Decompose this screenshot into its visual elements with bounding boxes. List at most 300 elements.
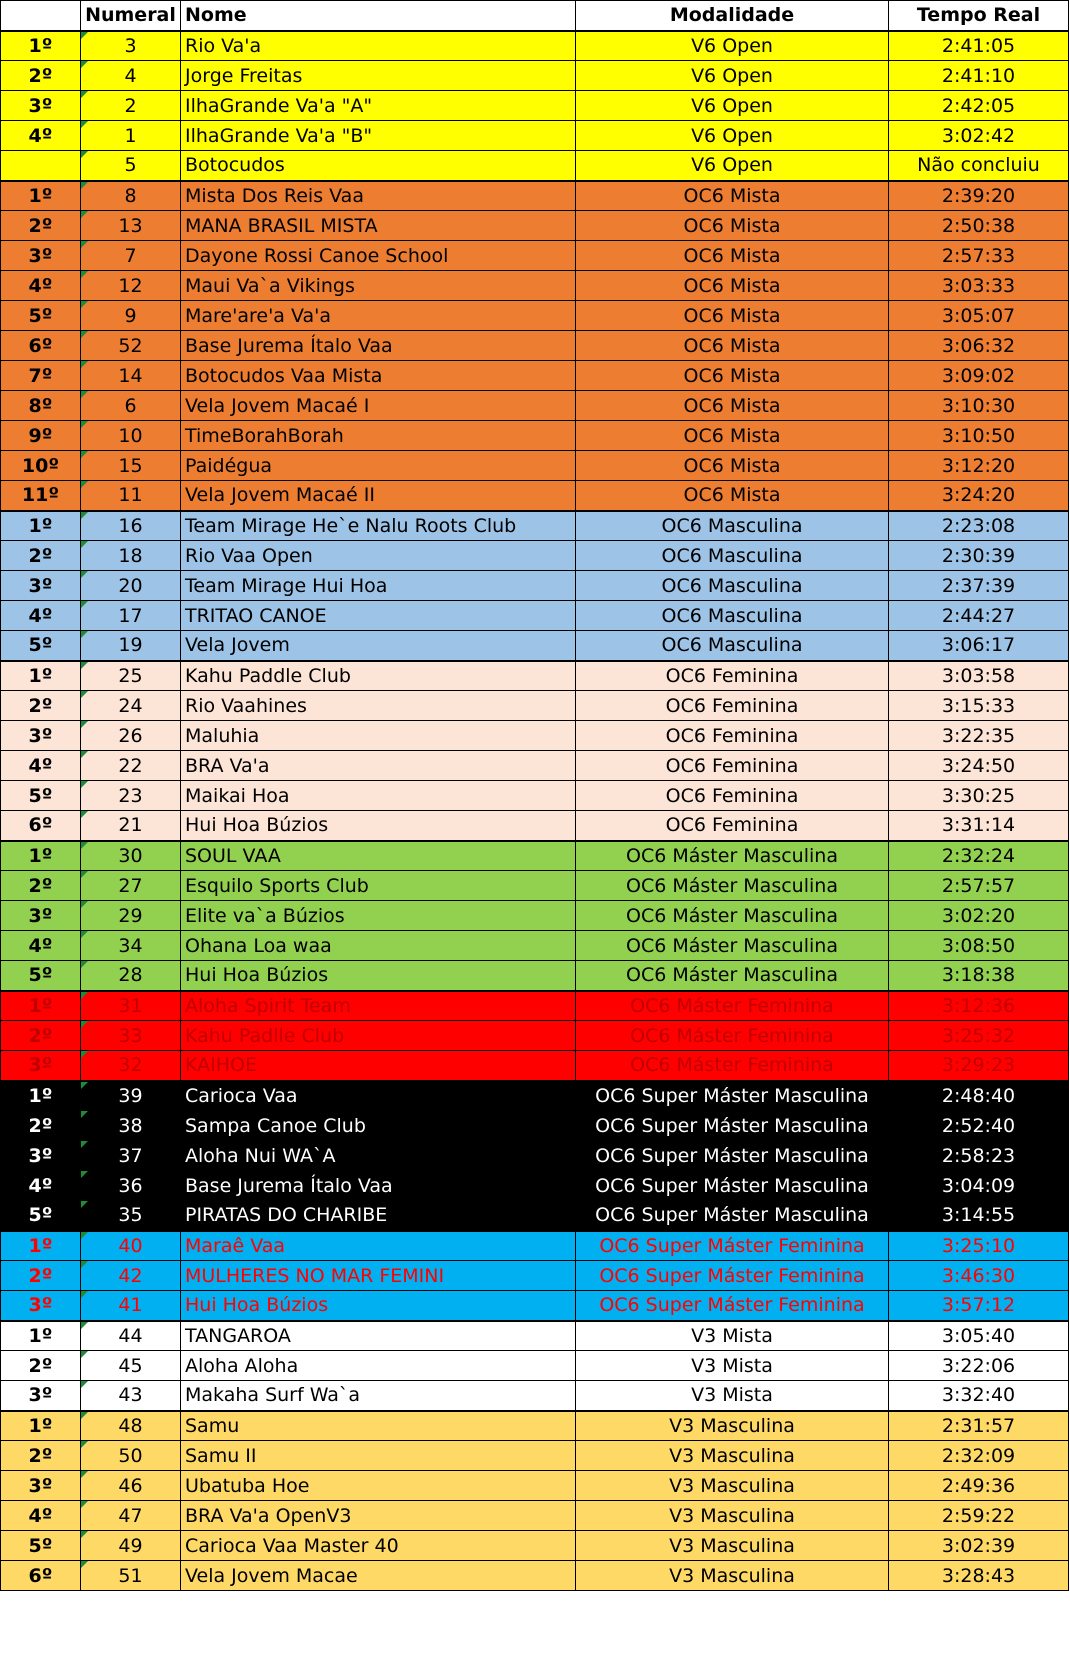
numeral-cell: 25 [81, 661, 181, 691]
numeral-cell: 15 [81, 451, 181, 481]
tempo-cell: 3:29:23 [889, 1051, 1069, 1081]
team-name-cell: PIRATAS DO CHARIBE [181, 1201, 576, 1231]
modalidade-cell: OC6 Masculina [576, 511, 889, 541]
position-cell: 5º [1, 781, 81, 811]
modalidade-cell: V3 Masculina [576, 1531, 889, 1561]
numeral-cell: 33 [81, 1021, 181, 1051]
tempo-cell: 3:10:30 [889, 391, 1069, 421]
team-name-cell: MANA BRASIL MISTA [181, 211, 576, 241]
numeral-cell: 36 [81, 1171, 181, 1201]
table-row [1, 31, 1069, 61]
position-cell: 2º [1, 1021, 81, 1051]
modalidade-cell: OC6 Máster Feminina [576, 1051, 889, 1081]
tempo-cell: 3:05:07 [889, 301, 1069, 331]
position-cell: 2º [1, 211, 81, 241]
numeral-cell: 28 [81, 961, 181, 991]
numeral-cell: 12 [81, 271, 181, 301]
numeral-cell: 11 [81, 481, 181, 511]
numeral-cell: 39 [81, 1081, 181, 1111]
tempo-cell: 3:05:40 [889, 1321, 1069, 1351]
team-name-cell: TANGAROA [181, 1321, 576, 1351]
table-row [1, 781, 1069, 811]
modalidade-cell: OC6 Super Máster Masculina [576, 1171, 889, 1201]
tempo-cell: 3:03:33 [889, 271, 1069, 301]
modalidade-cell: V3 Mista [576, 1351, 889, 1381]
position-cell: 2º [1, 871, 81, 901]
modalidade-cell: V3 Masculina [576, 1411, 889, 1441]
tempo-cell: 2:41:10 [889, 61, 1069, 91]
tempo-cell: 3:14:55 [889, 1201, 1069, 1231]
modalidade-cell: OC6 Feminina [576, 691, 889, 721]
team-name-cell: Vela Jovem Macaé II [181, 481, 576, 511]
numeral-cell: 17 [81, 601, 181, 631]
numeral-cell: 5 [81, 151, 181, 181]
table-row [1, 1141, 1069, 1171]
numeral-cell: 30 [81, 841, 181, 871]
team-name-cell: SOUL VAA [181, 841, 576, 871]
table-row [1, 331, 1069, 361]
position-cell: 2º [1, 1261, 81, 1291]
table-row [1, 541, 1069, 571]
numeral-cell: 1 [81, 121, 181, 151]
team-name-cell: Team Mirage Hui Hoa [181, 571, 576, 601]
table-row [1, 931, 1069, 961]
numeral-cell: 27 [81, 871, 181, 901]
team-name-cell: Mista Dos Reis Vaa [181, 181, 576, 211]
numeral-cell: 50 [81, 1441, 181, 1471]
numeral-cell: 9 [81, 301, 181, 331]
tempo-cell: 3:25:32 [889, 1021, 1069, 1051]
numeral-cell: 37 [81, 1141, 181, 1171]
modalidade-cell: V6 Open [576, 121, 889, 151]
tempo-cell: 2:50:38 [889, 211, 1069, 241]
modalidade-cell: V6 Open [576, 61, 889, 91]
modalidade-cell: OC6 Mista [576, 361, 889, 391]
tempo-cell: 3:09:02 [889, 361, 1069, 391]
tempo-cell: 3:06:17 [889, 631, 1069, 661]
team-name-cell: Base Jurema Ítalo Vaa [181, 1171, 576, 1201]
table-row [1, 901, 1069, 931]
numeral-cell: 48 [81, 1411, 181, 1441]
team-name-cell: Hui Hoa Búzios [181, 961, 576, 991]
team-name-cell: Botocudos Vaa Mista [181, 361, 576, 391]
tempo-cell: 3:03:58 [889, 661, 1069, 691]
tempo-cell: 3:25:10 [889, 1231, 1069, 1261]
team-name-cell: Base Jurema Ítalo Vaa [181, 331, 576, 361]
team-name-cell: Samu II [181, 1441, 576, 1471]
position-cell: 1º [1, 1321, 81, 1351]
modalidade-cell: OC6 Mista [576, 301, 889, 331]
numeral-cell: 32 [81, 1051, 181, 1081]
position-cell: 5º [1, 301, 81, 331]
modalidade-cell: OC6 Super Máster Masculina [576, 1111, 889, 1141]
tempo-cell: 2:32:24 [889, 841, 1069, 871]
modalidade-cell: OC6 Mista [576, 181, 889, 211]
modalidade-cell: OC6 Feminina [576, 781, 889, 811]
team-name-cell: KAIHOE [181, 1051, 576, 1081]
modalidade-cell: OC6 Mista [576, 211, 889, 241]
table-row [1, 241, 1069, 271]
tempo-cell: 3:02:39 [889, 1531, 1069, 1561]
position-cell: 1º [1, 841, 81, 871]
table-row [1, 691, 1069, 721]
table-row [1, 361, 1069, 391]
table-row [1, 601, 1069, 631]
team-name-cell: Hui Hoa Búzios [181, 1291, 576, 1321]
team-name-cell: IlhaGrande Va'a "A" [181, 91, 576, 121]
table-row [1, 1531, 1069, 1561]
position-cell: 1º [1, 661, 81, 691]
table-row [1, 421, 1069, 451]
table-row [1, 811, 1069, 841]
modalidade-cell: OC6 Super Máster Masculina [576, 1081, 889, 1111]
table-row [1, 61, 1069, 91]
tempo-cell: 2:23:08 [889, 511, 1069, 541]
modalidade-cell: OC6 Mista [576, 421, 889, 451]
tempo-cell: 3:57:12 [889, 1291, 1069, 1321]
modalidade-cell: V6 Open [576, 31, 889, 61]
numeral-cell: 7 [81, 241, 181, 271]
modalidade-cell: OC6 Feminina [576, 661, 889, 691]
tempo-cell: 2:42:05 [889, 91, 1069, 121]
tempo-cell: 2:57:57 [889, 871, 1069, 901]
table-row [1, 1261, 1069, 1291]
table-row [1, 391, 1069, 421]
numeral-cell: 46 [81, 1471, 181, 1501]
modalidade-cell: OC6 Super Máster Feminina [576, 1261, 889, 1291]
table-row [1, 751, 1069, 781]
table-row [1, 1441, 1069, 1471]
tempo-cell: 3:18:38 [889, 961, 1069, 991]
modalidade-cell: OC6 Masculina [576, 571, 889, 601]
table-row [1, 1501, 1069, 1531]
team-name-cell: Aloha Spirit Team [181, 991, 576, 1021]
tempo-cell: 3:31:14 [889, 811, 1069, 841]
modalidade-cell: OC6 Masculina [576, 631, 889, 661]
team-name-cell: Rio Va'a [181, 31, 576, 61]
position-cell: 2º [1, 1441, 81, 1471]
tempo-cell: 3:30:25 [889, 781, 1069, 811]
position-cell: 1º [1, 1231, 81, 1261]
numeral-cell: 16 [81, 511, 181, 541]
position-cell: 4º [1, 1171, 81, 1201]
tempo-cell: 2:41:05 [889, 31, 1069, 61]
team-name-cell: TimeBorahBorah [181, 421, 576, 451]
team-name-cell: Maikai Hoa [181, 781, 576, 811]
tempo-cell: 3:02:42 [889, 121, 1069, 151]
team-name-cell: Jorge Freitas [181, 61, 576, 91]
table-row [1, 1051, 1069, 1081]
numeral-cell: 24 [81, 691, 181, 721]
position-cell: 3º [1, 91, 81, 121]
modalidade-cell: OC6 Super Máster Feminina [576, 1231, 889, 1261]
position-cell: 3º [1, 721, 81, 751]
tempo-cell: 2:31:57 [889, 1411, 1069, 1441]
table-row [1, 961, 1069, 991]
team-name-cell: Hui Hoa Búzios [181, 811, 576, 841]
team-name-cell: Maluhia [181, 721, 576, 751]
numeral-cell: 19 [81, 631, 181, 661]
modalidade-cell: OC6 Super Máster Masculina [576, 1141, 889, 1171]
position-cell: 4º [1, 1501, 81, 1531]
table-row [1, 451, 1069, 481]
position-cell: 3º [1, 1141, 81, 1171]
table-row [1, 631, 1069, 661]
modalidade-cell: OC6 Mista [576, 391, 889, 421]
tempo-cell: 3:04:09 [889, 1171, 1069, 1201]
team-name-cell: TRITAO CANOE [181, 601, 576, 631]
team-name-cell: Aloha Aloha [181, 1351, 576, 1381]
numeral-cell: 29 [81, 901, 181, 931]
team-name-cell: Rio Vaahines [181, 691, 576, 721]
modalidade-cell: V3 Masculina [576, 1561, 889, 1591]
numeral-cell: 26 [81, 721, 181, 751]
numeral-cell: 14 [81, 361, 181, 391]
numeral-cell: 35 [81, 1201, 181, 1231]
table-row [1, 1231, 1069, 1261]
position-cell: 6º [1, 811, 81, 841]
numeral-cell: 6 [81, 391, 181, 421]
numeral-cell: 22 [81, 751, 181, 781]
modalidade-cell: OC6 Feminina [576, 811, 889, 841]
team-name-cell: Rio Vaa Open [181, 541, 576, 571]
modalidade-cell: OC6 Feminina [576, 751, 889, 781]
table-row [1, 661, 1069, 691]
numeral-cell: 2 [81, 91, 181, 121]
numeral-cell: 23 [81, 781, 181, 811]
tempo-cell: 2:48:40 [889, 1081, 1069, 1111]
position-cell: 2º [1, 541, 81, 571]
numeral-cell: 42 [81, 1261, 181, 1291]
position-cell: 1º [1, 991, 81, 1021]
modalidade-cell: OC6 Masculina [576, 601, 889, 631]
team-name-cell: MULHERES NO MAR FEMINI [181, 1261, 576, 1291]
position-cell: 4º [1, 121, 81, 151]
tempo-cell: 3:24:50 [889, 751, 1069, 781]
table-row [1, 181, 1069, 211]
tempo-cell: 2:57:33 [889, 241, 1069, 271]
table-row [1, 571, 1069, 601]
position-cell: 9º [1, 421, 81, 451]
numeral-cell: 43 [81, 1381, 181, 1411]
team-name-cell: IlhaGrande Va'a "B" [181, 121, 576, 151]
numeral-cell: 8 [81, 181, 181, 211]
team-name-cell: BRA Va'a OpenV3 [181, 1501, 576, 1531]
position-cell: 4º [1, 601, 81, 631]
numeral-cell: 45 [81, 1351, 181, 1381]
table-row [1, 511, 1069, 541]
modalidade-cell: V3 Mista [576, 1321, 889, 1351]
position-cell: 10º [1, 451, 81, 481]
table-row [1, 1171, 1069, 1201]
numeral-cell: 44 [81, 1321, 181, 1351]
numeral-cell: 10 [81, 421, 181, 451]
modalidade-cell: OC6 Mista [576, 451, 889, 481]
team-name-cell: Makaha Surf Wa`a [181, 1381, 576, 1411]
team-name-cell: Ohana Loa waa [181, 931, 576, 961]
table-row [1, 1291, 1069, 1321]
modalidade-cell: V3 Mista [576, 1381, 889, 1411]
tempo-cell: 3:02:20 [889, 901, 1069, 931]
table-row [1, 481, 1069, 511]
numeral-cell: 18 [81, 541, 181, 571]
modalidade-cell: V6 Open [576, 91, 889, 121]
team-name-cell: Esquilo Sports Club [181, 871, 576, 901]
table-row [1, 991, 1069, 1021]
table-row [1, 271, 1069, 301]
position-cell: 1º [1, 1411, 81, 1441]
table-row [1, 841, 1069, 871]
tempo-cell: 3:32:40 [889, 1381, 1069, 1411]
modalidade-cell: OC6 Super Máster Masculina [576, 1201, 889, 1231]
tempo-cell: 2:30:39 [889, 541, 1069, 571]
position-cell: 3º [1, 241, 81, 271]
position-cell: 4º [1, 271, 81, 301]
team-name-cell: Vela Jovem [181, 631, 576, 661]
modalidade-cell: OC6 Máster Masculina [576, 871, 889, 901]
numeral-cell: 41 [81, 1291, 181, 1321]
team-name-cell: Team Mirage He`e Nalu Roots Club [181, 511, 576, 541]
table-row [1, 1081, 1069, 1111]
header-row [1, 1, 1069, 31]
modalidade-cell: OC6 Máster Feminina [576, 991, 889, 1021]
modalidade-cell: OC6 Máster Masculina [576, 931, 889, 961]
modalidade-cell: OC6 Mista [576, 481, 889, 511]
position-cell: 3º [1, 1051, 81, 1081]
position-cell [1, 151, 81, 181]
table-row [1, 1471, 1069, 1501]
numeral-cell: 40 [81, 1231, 181, 1261]
numeral-cell: 31 [81, 991, 181, 1021]
position-cell: 3º [1, 1381, 81, 1411]
team-name-cell: Paidégua [181, 451, 576, 481]
position-cell: 1º [1, 181, 81, 211]
tempo-cell: 3:24:20 [889, 481, 1069, 511]
numeral-cell: 4 [81, 61, 181, 91]
position-cell: 5º [1, 961, 81, 991]
numeral-cell: 38 [81, 1111, 181, 1141]
modalidade-cell: OC6 Máster Masculina [576, 841, 889, 871]
position-cell: 3º [1, 571, 81, 601]
modalidade-cell: OC6 Máster Masculina [576, 901, 889, 931]
team-name-cell: Vela Jovem Macae [181, 1561, 576, 1591]
numeral-cell: 51 [81, 1561, 181, 1591]
table-row [1, 1411, 1069, 1441]
position-cell: 2º [1, 61, 81, 91]
tempo-cell: 2:52:40 [889, 1111, 1069, 1141]
team-name-cell: Kahu Paddle Club [181, 661, 576, 691]
tempo-cell: 2:32:09 [889, 1441, 1069, 1471]
modalidade-cell: OC6 Feminina [576, 721, 889, 751]
table-row [1, 721, 1069, 751]
position-cell: 6º [1, 331, 81, 361]
tempo-cell: 3:46:30 [889, 1261, 1069, 1291]
team-name-cell: Sampa Canoe Club [181, 1111, 576, 1141]
position-cell: 1º [1, 31, 81, 61]
modalidade-cell: OC6 Mista [576, 271, 889, 301]
modalidade-cell: OC6 Super Máster Feminina [576, 1291, 889, 1321]
team-name-cell: Carioca Vaa [181, 1081, 576, 1111]
team-name-cell: Dayone Rossi Canoe School [181, 241, 576, 271]
tempo-cell: 3:22:06 [889, 1351, 1069, 1381]
position-cell: 1º [1, 1081, 81, 1111]
table-row [1, 871, 1069, 901]
table-row [1, 1561, 1069, 1591]
tempo-cell: 2:49:36 [889, 1471, 1069, 1501]
tempo-cell: 3:12:20 [889, 451, 1069, 481]
position-cell: 4º [1, 751, 81, 781]
tempo-cell: 2:58:23 [889, 1141, 1069, 1171]
numeral-cell: 47 [81, 1501, 181, 1531]
position-cell: 7º [1, 361, 81, 391]
modalidade-cell: V3 Masculina [576, 1501, 889, 1531]
team-name-cell: BRA Va'a [181, 751, 576, 781]
header-nome: Nome [181, 1, 576, 31]
position-cell: 3º [1, 1291, 81, 1321]
position-cell: 2º [1, 1351, 81, 1381]
table-row [1, 1381, 1069, 1411]
position-cell: 5º [1, 1531, 81, 1561]
modalidade-cell: OC6 Mista [576, 241, 889, 271]
table-row [1, 1351, 1069, 1381]
tempo-cell: 3:10:50 [889, 421, 1069, 451]
team-name-cell: Kahu Padlle Club [181, 1021, 576, 1051]
table-row [1, 91, 1069, 121]
tempo-cell: 3:12:36 [889, 991, 1069, 1021]
modalidade-cell: OC6 Máster Masculina [576, 961, 889, 991]
team-name-cell: Carioca Vaa Master 40 [181, 1531, 576, 1561]
position-cell: 11º [1, 481, 81, 511]
position-cell: 2º [1, 1111, 81, 1141]
modalidade-cell: OC6 Máster Feminina [576, 1021, 889, 1051]
team-name-cell: Vela Jovem Macaé I [181, 391, 576, 421]
tempo-cell: 2:59:22 [889, 1501, 1069, 1531]
tempo-cell: 3:22:35 [889, 721, 1069, 751]
table-row [1, 211, 1069, 241]
position-cell: 1º [1, 511, 81, 541]
table-row [1, 151, 1069, 181]
team-name-cell: Mare'are'a Va'a [181, 301, 576, 331]
team-name-cell: Maraê Vaa [181, 1231, 576, 1261]
results-body [1, 31, 1069, 1591]
position-cell: 5º [1, 631, 81, 661]
team-name-cell: Ubatuba Hoe [181, 1471, 576, 1501]
tempo-cell: Não concluiu [889, 151, 1069, 181]
header-modalidade: Modalidade [576, 1, 889, 31]
tempo-cell: 3:08:50 [889, 931, 1069, 961]
tempo-cell: 2:39:20 [889, 181, 1069, 211]
modalidade-cell: V6 Open [576, 151, 889, 181]
position-cell: 3º [1, 901, 81, 931]
position-cell: 3º [1, 1471, 81, 1501]
numeral-cell: 52 [81, 331, 181, 361]
numeral-cell: 34 [81, 931, 181, 961]
header-numeral: Numeral [81, 1, 181, 31]
table-row [1, 1321, 1069, 1351]
position-cell: 2º [1, 691, 81, 721]
modalidade-cell: OC6 Masculina [576, 541, 889, 571]
table-row [1, 301, 1069, 331]
table-row [1, 1201, 1069, 1231]
modalidade-cell: V3 Masculina [576, 1441, 889, 1471]
numeral-cell: 49 [81, 1531, 181, 1561]
table-row [1, 1021, 1069, 1051]
numeral-cell: 13 [81, 211, 181, 241]
tempo-cell: 3:06:32 [889, 331, 1069, 361]
position-cell: 5º [1, 1201, 81, 1231]
team-name-cell: Aloha Nui WA`A [181, 1141, 576, 1171]
modalidade-cell: OC6 Mista [576, 331, 889, 361]
